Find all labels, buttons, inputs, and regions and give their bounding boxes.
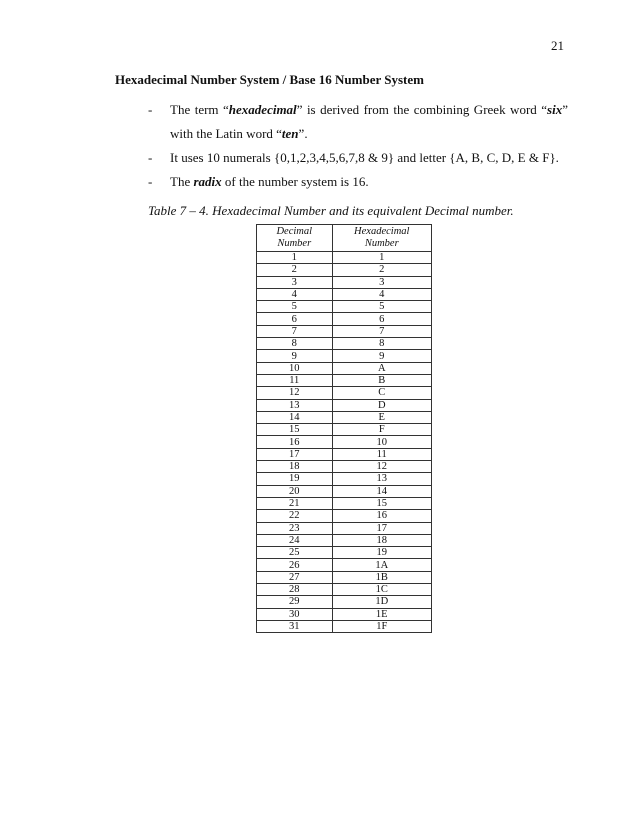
table-row <box>257 620 432 632</box>
decimal-cell: 20 <box>257 485 333 497</box>
table-row <box>257 362 432 374</box>
decimal-cell: 30 <box>257 608 333 620</box>
table-row <box>257 571 432 583</box>
bullet-item-numerals <box>148 146 568 170</box>
table-row <box>257 534 432 546</box>
bullet-text-part: The term “ <box>170 102 229 117</box>
decimal-cell: 3 <box>257 276 333 288</box>
decimal-cell: 25 <box>257 547 333 559</box>
decimal-cell: 16 <box>257 436 333 448</box>
hexadecimal-cell: 2 <box>332 264 431 276</box>
decimal-cell: 21 <box>257 497 333 509</box>
bullet-text-part: The <box>170 174 194 189</box>
decimal-cell: 26 <box>257 559 333 571</box>
hexadecimal-cell: 7 <box>332 325 431 337</box>
table-row <box>257 411 432 423</box>
decimal-cell: 19 <box>257 473 333 485</box>
table-row <box>257 424 432 436</box>
decimal-cell: 27 <box>257 571 333 583</box>
table-row <box>257 461 432 473</box>
table-row <box>257 288 432 300</box>
hexadecimal-cell: 8 <box>332 338 431 350</box>
table-row <box>257 436 432 448</box>
hexadecimal-cell: 15 <box>332 497 431 509</box>
decimal-cell: 28 <box>257 584 333 596</box>
hexadecimal-cell: 1F <box>332 620 431 632</box>
table-row <box>257 522 432 534</box>
decimal-cell: 9 <box>257 350 333 362</box>
hexadecimal-cell: 13 <box>332 473 431 485</box>
table-row <box>257 497 432 509</box>
hexadecimal-cell: 11 <box>332 448 431 460</box>
hexadecimal-cell: 3 <box>332 276 431 288</box>
bullet-item-radix <box>148 170 568 194</box>
table-row <box>257 510 432 522</box>
hexadecimal-cell: 18 <box>332 534 431 546</box>
hexadecimal-cell: 1D <box>332 596 431 608</box>
hexadecimal-cell: 17 <box>332 522 431 534</box>
hexadecimal-cell: E <box>332 411 431 423</box>
table-row <box>257 301 432 313</box>
header-line: Number <box>277 238 312 249</box>
table-row <box>257 276 432 288</box>
table-row <box>257 448 432 460</box>
hexadecimal-cell: 1C <box>332 584 431 596</box>
hex-decimal-table <box>256 224 432 633</box>
hexadecimal-cell: C <box>332 387 431 399</box>
decimal-cell: 11 <box>257 374 333 386</box>
hexadecimal-cell: D <box>332 399 431 411</box>
decimal-cell: 4 <box>257 288 333 300</box>
table-row <box>257 608 432 620</box>
table-row <box>257 252 432 264</box>
hexadecimal-cell: 1B <box>332 571 431 583</box>
bullet-item-etymology <box>148 98 568 146</box>
table-row <box>257 485 432 497</box>
hexadecimal-cell: 9 <box>332 350 431 362</box>
hexadecimal-cell: 4 <box>332 288 431 300</box>
hexadecimal-cell: 6 <box>332 313 431 325</box>
decimal-cell: 7 <box>257 325 333 337</box>
term-radix: radix <box>193 174 222 189</box>
decimal-cell: 14 <box>257 411 333 423</box>
hexadecimal-cell: F <box>332 424 431 436</box>
bullet-text-part: ” with the Latin word “ <box>170 102 568 141</box>
decimal-cell: 2 <box>257 264 333 276</box>
hexadecimal-cell: 12 <box>332 461 431 473</box>
term-ten: ten <box>281 126 299 141</box>
section-heading: Hexadecimal Number System / Base 16 Number System <box>115 72 424 87</box>
table-row <box>257 559 432 571</box>
decimal-cell: 24 <box>257 534 333 546</box>
bullet-text-part: It uses 10 numerals {0,1,2,3,4,5,6,7,8 & 9} and letter {A, B, C, D, E & F}. <box>170 150 559 165</box>
bullet-dash: - <box>148 102 153 117</box>
decimal-cell: 22 <box>257 510 333 522</box>
decimal-cell: 29 <box>257 596 333 608</box>
term-six: six <box>547 102 563 117</box>
decimal-cell: 23 <box>257 522 333 534</box>
hexadecimal-cell: 1E <box>332 608 431 620</box>
hexadecimal-cell: 1A <box>332 559 431 571</box>
table-caption: Table 7 – 4. Hexadecimal Number and its equivalent Decimal number. <box>148 203 514 218</box>
bullet-text-part: of the number system is 16. <box>221 174 369 189</box>
table-row <box>257 264 432 276</box>
decimal-cell: 15 <box>257 424 333 436</box>
decimal-cell: 6 <box>257 313 333 325</box>
table-row <box>257 547 432 559</box>
table-row <box>257 325 432 337</box>
hexadecimal-cell: 19 <box>332 547 431 559</box>
decimal-cell: 17 <box>257 448 333 460</box>
header-decimal <box>257 225 333 252</box>
decimal-cell: 12 <box>257 387 333 399</box>
decimal-cell: 18 <box>257 461 333 473</box>
table-row <box>257 374 432 386</box>
hexadecimal-cell: 16 <box>332 510 431 522</box>
decimal-cell: 5 <box>257 301 333 313</box>
hexadecimal-cell: 14 <box>332 485 431 497</box>
decimal-cell: 1 <box>257 252 333 264</box>
decimal-cell: 31 <box>257 620 333 632</box>
table-row <box>257 473 432 485</box>
hexadecimal-cell: 1 <box>332 252 431 264</box>
hexadecimal-cell: B <box>332 374 431 386</box>
table-row <box>257 350 432 362</box>
table-row <box>257 313 432 325</box>
table-row <box>257 584 432 596</box>
header-line: Number <box>364 238 399 249</box>
bullet-text-part: ” is derived from the combining Greek word “ <box>296 102 548 117</box>
header-hexadecimal <box>332 225 431 252</box>
bullet-dash: - <box>148 150 153 165</box>
table-row <box>257 387 432 399</box>
page-number: 21 <box>551 38 564 53</box>
hexadecimal-cell: 5 <box>332 301 431 313</box>
bullet-list <box>148 98 568 194</box>
table-row <box>257 399 432 411</box>
table-row <box>257 596 432 608</box>
header-line: Hexadecimal <box>354 226 410 237</box>
decimal-cell: 10 <box>257 362 333 374</box>
decimal-cell: 13 <box>257 399 333 411</box>
table-header-row <box>257 225 432 252</box>
bullet-text-part: ”. <box>298 126 308 141</box>
hexadecimal-cell: A <box>332 362 431 374</box>
table-body <box>257 252 432 633</box>
table-row <box>257 338 432 350</box>
bullet-dash: - <box>148 174 153 189</box>
decimal-cell: 8 <box>257 338 333 350</box>
header-line: Decimal <box>276 226 313 237</box>
hexadecimal-cell: 10 <box>332 436 431 448</box>
term-hexadecimal: hexadecimal <box>228 102 297 117</box>
